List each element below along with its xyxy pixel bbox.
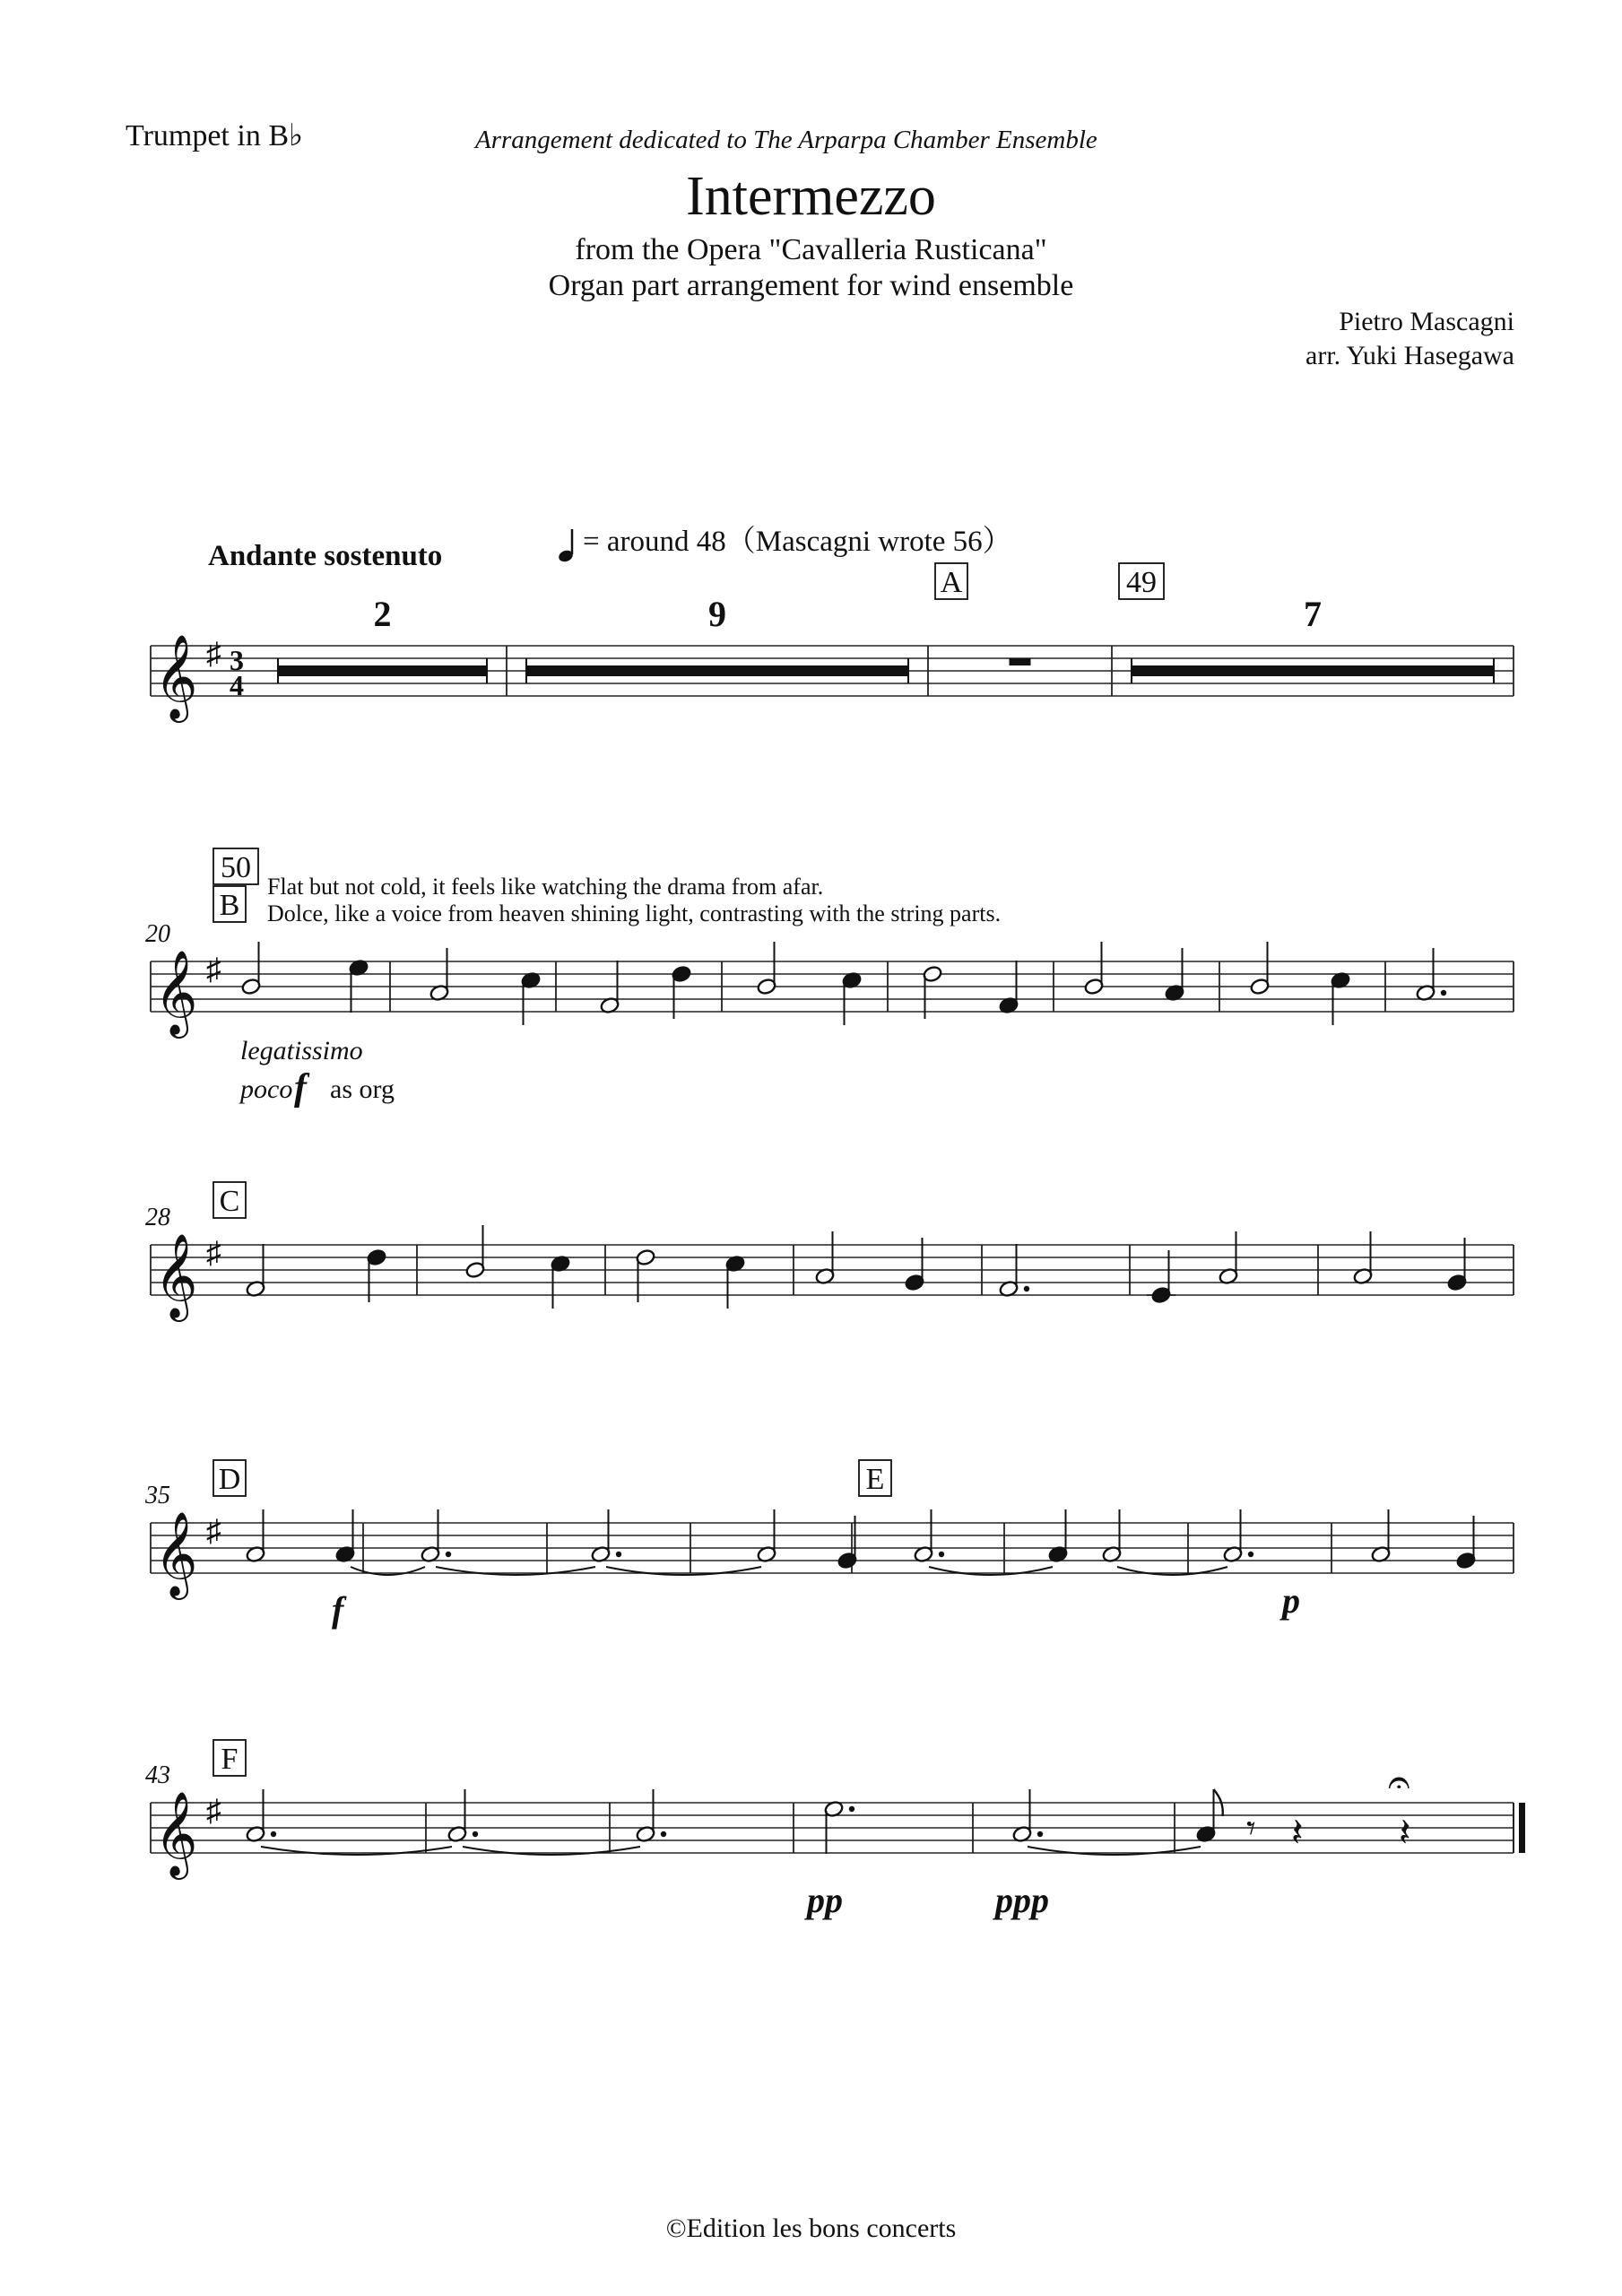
dynamic-pp: pp [807, 1880, 843, 1920]
multi-rest-count: 7 [1304, 594, 1322, 634]
augmentation-dot [849, 1806, 854, 1812]
metronome-mark: = around 48（Mascagni wrote 56） [583, 526, 1012, 558]
fermata-icon: 𝄐 [1388, 1761, 1410, 1805]
rehearsal-mark-label: 50 [221, 851, 251, 884]
key-signature-sharp-icon: ♯ [206, 1795, 221, 1828]
expression-as-org: as org [330, 1074, 395, 1104]
staff-system-2 [151, 848, 1514, 1025]
key-signature-sharp-icon: ♯ [206, 638, 221, 671]
copyright-footer: ©Edition les bons concerts [665, 2213, 957, 2243]
time-signature-bottom: 4 [230, 669, 244, 701]
treble-clef-icon: 𝄞 [154, 636, 198, 718]
instruction-line-2: Dolce, like a voice from heaven shining light, contrasting with the string parts. [267, 900, 1002, 926]
eighth-rest-icon: 𝄾 [1246, 1808, 1256, 1848]
rehearsal-mark-label: D [218, 1463, 241, 1496]
augmentation-dot [1248, 1552, 1253, 1557]
multi-measure-rest-bar [278, 665, 487, 676]
expression-poco: poco [240, 1074, 293, 1104]
augmentation-dot [661, 1831, 666, 1837]
staff-system-5 [151, 1740, 1525, 1855]
rehearsal-mark-label: 49 [1126, 566, 1157, 599]
subtitle-line-1: from the Opera "Cavalleria Rusticana" [575, 233, 1047, 266]
augmentation-dot [939, 1552, 944, 1557]
expression-legatissimo: legatissimo [240, 1036, 363, 1065]
multi-rest-count: 9 [708, 594, 726, 634]
final-barline [1519, 1803, 1525, 1853]
treble-clef-icon: 𝄞 [154, 1793, 198, 1874]
staff-system-3 [151, 1182, 1514, 1309]
quarter-rest-icon: 𝄽 [1291, 1811, 1304, 1855]
dedication: Arrangement dedicated to The Arparpa Chamber Ensemble [475, 126, 1097, 154]
rehearsal-mark-label: E [865, 1463, 885, 1496]
quarter-rest-icon: 𝄽 [1399, 1811, 1411, 1855]
augmentation-dot [1037, 1831, 1043, 1837]
augmentation-dot [271, 1831, 276, 1837]
instruction-line-1: Flat but not cold, it feels like watching the drama from afar. [267, 874, 824, 900]
measure-number: 35 [145, 1482, 170, 1509]
subtitle-line-2: Organ part arrangement for wind ensemble [548, 269, 1074, 302]
composer: Pietro Mascagni [1339, 307, 1514, 336]
rehearsal-mark-label: A [940, 566, 963, 599]
treble-clef-icon: 𝄞 [154, 1513, 198, 1595]
multi-measure-rest-bar [526, 665, 908, 676]
treble-clef-icon: 𝄞 [154, 1235, 198, 1317]
measure-number: 28 [145, 1204, 170, 1231]
augmentation-dot [473, 1831, 478, 1837]
arranger: arr. Yuki Hasegawa [1305, 341, 1514, 370]
augmentation-dot [1024, 1286, 1029, 1292]
time-signature-top: 3 [230, 644, 244, 676]
multi-measure-rest-bar [1132, 665, 1494, 676]
dynamic-f: f [332, 1589, 344, 1630]
rehearsal-mark-label: B [219, 889, 240, 922]
key-signature-sharp-icon: ♯ [206, 953, 221, 987]
augmentation-dot [1441, 990, 1446, 996]
augmentation-dot [616, 1552, 621, 1557]
augmentation-dot [446, 1552, 451, 1557]
key-signature-sharp-icon: ♯ [206, 1515, 221, 1548]
dynamic-p: p [1282, 1580, 1300, 1621]
multi-rest-count: 2 [373, 594, 392, 634]
piece-title: Intermezzo [686, 166, 936, 227]
dynamic-ppp: ppp [995, 1880, 1049, 1920]
measure-number: 43 [145, 1761, 170, 1789]
rehearsal-mark-label: F [221, 1743, 239, 1776]
tempo-marking: Andante sostenuto [208, 540, 443, 572]
staff-system-4 [151, 1460, 1514, 1575]
instrument-name: Trumpet in B♭ [126, 119, 304, 152]
measure-number: 20 [145, 920, 170, 948]
whole-rest [1010, 658, 1031, 665]
treble-clef-icon: 𝄞 [154, 952, 198, 1033]
dynamic-poco-f: f [294, 1067, 307, 1109]
key-signature-sharp-icon: ♯ [206, 1237, 221, 1270]
rehearsal-mark-label: C [219, 1185, 240, 1218]
